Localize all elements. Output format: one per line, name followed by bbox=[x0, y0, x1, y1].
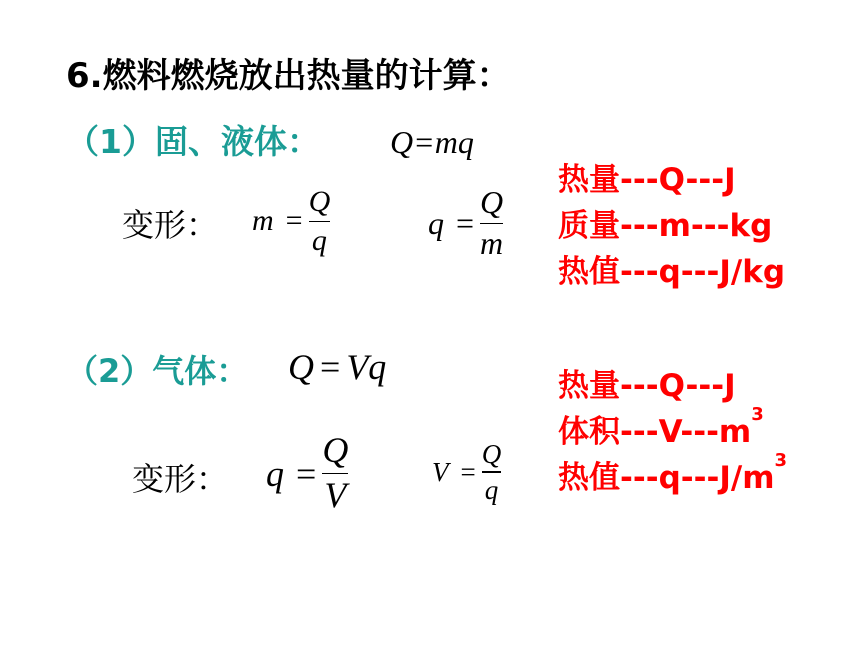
formula-q-equals-q-over-m bbox=[428, 186, 503, 261]
formula-rhs: Vq bbox=[346, 347, 387, 387]
formula-q-equals-mq: Q=mq bbox=[390, 124, 474, 160]
fraction-bar bbox=[482, 471, 502, 473]
unit-line-heat-value: 热值---q---J/kg bbox=[558, 254, 786, 290]
fraction-numerator: Q bbox=[481, 439, 502, 469]
section-gas-heading: （2）气体： bbox=[66, 352, 249, 390]
deform-label-1: 变形： bbox=[122, 206, 219, 244]
unit-superscript: 3 bbox=[774, 450, 788, 471]
equals-sign: = bbox=[296, 453, 317, 494]
unit-line-mass: 质量---m---kg bbox=[558, 208, 773, 244]
fraction-denominator: q bbox=[311, 224, 327, 257]
page-title: 6.燃料燃烧放出热量的计算： bbox=[66, 56, 511, 96]
fraction-bar bbox=[309, 221, 331, 223]
fraction-numerator: Q bbox=[322, 430, 349, 470]
unit-superscript: 3 bbox=[751, 404, 764, 425]
equals-sign: = bbox=[320, 347, 341, 387]
unit-text: 体积---V---m bbox=[558, 414, 752, 450]
unit-line-heat-gas: 热量---Q---J bbox=[558, 368, 736, 404]
deform-label-2: 变形： bbox=[132, 460, 229, 498]
section-solid-liquid-heading: （1）固、液体： bbox=[66, 122, 320, 161]
equals-sign: = bbox=[456, 204, 475, 241]
formula-lhs: Q bbox=[288, 347, 314, 387]
fraction-bar bbox=[480, 223, 503, 225]
fraction-lhs: V bbox=[432, 456, 449, 487]
fraction-numerator: Q bbox=[308, 185, 331, 218]
formula-m-equals-q-over-q bbox=[252, 186, 330, 257]
fraction-numerator: Q bbox=[480, 184, 504, 220]
fraction-denominator: V bbox=[324, 475, 347, 516]
unit-line-heat: 热量---Q---J bbox=[558, 162, 736, 198]
fraction-denominator: q bbox=[484, 474, 499, 505]
formula-q-equals-q-over-v bbox=[266, 432, 348, 515]
unit-line-volume bbox=[558, 406, 764, 451]
unit-line-heat-value-gas bbox=[558, 452, 787, 497]
fraction-lhs: q bbox=[266, 453, 284, 494]
fraction-denominator: m bbox=[480, 225, 504, 262]
equals-sign: = bbox=[460, 456, 476, 487]
fraction-bar bbox=[322, 473, 348, 475]
formula-v-equals-q-over-q bbox=[432, 440, 501, 504]
fraction-lhs: m bbox=[252, 204, 274, 238]
formula-q-equals-vq bbox=[288, 346, 386, 388]
equals-sign: = bbox=[285, 204, 303, 238]
unit-text: 热值---q---J/m bbox=[558, 460, 775, 496]
fraction-lhs: q bbox=[428, 204, 444, 241]
